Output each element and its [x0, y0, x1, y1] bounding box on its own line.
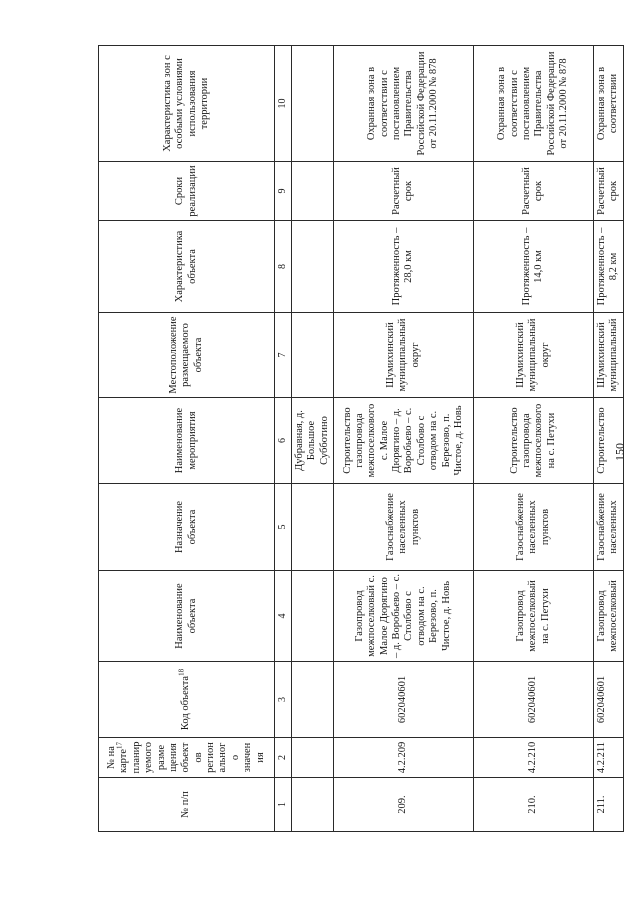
cell-term: Расчетный срок: [593, 162, 623, 221]
cell-name: Газопровод межпоселковый на с. Петухи: [473, 571, 593, 662]
cell-empty: [291, 571, 333, 662]
index-cell: 7: [275, 313, 292, 398]
page-number: 150: [612, 443, 627, 461]
cell-measure: Строительство газопровода межпоселкового с. Малое Дюрягино – д. Воробьево – с. Столбово с отводом на с. Березово, п. Чистое, д. Новь: [333, 398, 473, 484]
cell-empty: [291, 778, 333, 832]
cell-empty: [291, 162, 333, 221]
cell-empty: [291, 662, 333, 738]
header-row: [99, 46, 275, 832]
header-name: Наименование объекта: [99, 571, 275, 662]
cell-code: 602040601: [593, 662, 623, 738]
header-map-no: № на карте$^{17}$ планируемого размещения объектов регионального значения: [99, 738, 275, 778]
cell-code: 602040601: [333, 662, 473, 738]
cell-term: Расчетный срок: [333, 162, 473, 221]
cell-measure: Строительство: [593, 398, 623, 484]
index-cell: 5: [275, 484, 292, 571]
index-cell: 3: [275, 662, 292, 738]
cell-zone: Охранная зона в соответствии с постановлением Правительства Российской Федерации от 20.11.2000 № 878: [473, 46, 593, 162]
objects-table: [98, 45, 624, 832]
cell-measure: Строительство газопровода межпоселкового на с. Петухи: [473, 398, 593, 484]
cell-code: 602040601: [473, 662, 593, 738]
table-row: [333, 46, 473, 832]
cell-purpose: Газоснабжение населенных: [593, 484, 623, 571]
table-row: [473, 46, 593, 832]
cell-purpose: Газоснабжение населенных пунктов: [473, 484, 593, 571]
cell-name: Газопровод межпоселковый: [593, 571, 623, 662]
index-cell: 10: [275, 46, 292, 162]
index-cell: 4: [275, 571, 292, 662]
header-term: Сроки реализации: [99, 162, 275, 221]
cell-empty: [291, 221, 333, 313]
cell-name: Газопровод межпоселковый с. Малое Дюрягино – д. Воробьево – с. Столбово с отводом на с. Березово, п. Чистое, д. Новь: [333, 571, 473, 662]
cell-num: 210.: [473, 778, 593, 832]
cell-purpose: Газоснабжение населенных пунктов: [333, 484, 473, 571]
cell-map-no: 4.2.209: [333, 738, 473, 778]
index-cell: 6: [275, 398, 292, 484]
cell-empty: [291, 313, 333, 398]
cell-location: Шумихинский муниципальный округ: [333, 313, 473, 398]
cell-term: Расчетный срок: [473, 162, 593, 221]
cell-empty: [291, 484, 333, 571]
header-zone: Характеристика зон с особыми условиями использования территории: [99, 46, 275, 162]
cell-location: Шумихинский муниципальный округ: [473, 313, 593, 398]
cell-location: Шумихинский муниципальный: [593, 313, 623, 398]
table-row-continued: [291, 46, 333, 832]
cell-map-no: 4.2.211: [593, 738, 623, 778]
cell-characteristic: Протяженность – 8,2 км: [593, 221, 623, 313]
column-index-row: [275, 46, 292, 832]
cell-measure: Дубравная, д. Большое Субботино: [291, 398, 333, 484]
header-characteristic: Характеристика объекта: [99, 221, 275, 313]
index-cell: 1: [275, 778, 292, 832]
cell-characteristic: Протяженность – 28,0 км: [333, 221, 473, 313]
header-num: № п/п: [99, 778, 275, 832]
cell-num: 209.: [333, 778, 473, 832]
cell-empty: [291, 46, 333, 162]
cell-map-no: 4.2.210: [473, 738, 593, 778]
cell-num: 211.: [593, 778, 623, 832]
cell-characteristic: Протяженность – 14,0 км: [473, 221, 593, 313]
header-location: Местоположение размещаемого объекта: [99, 313, 275, 398]
index-cell: 9: [275, 162, 292, 221]
index-cell: 2: [275, 738, 292, 778]
index-cell: 8: [275, 221, 292, 313]
cell-empty: [291, 738, 333, 778]
cell-zone: Охранная зона в соответствии с постановлением Правительства Российской Федерации от 20.11.2000 № 878: [333, 46, 473, 162]
table-row: [593, 46, 623, 832]
header-measure: Наименование мероприятия: [99, 398, 275, 484]
cell-zone: Охранная зона в соответствии: [593, 46, 623, 162]
header-code: Код объекта$^{18}$: [99, 662, 275, 738]
header-purpose: Назначение объекта: [99, 484, 275, 571]
